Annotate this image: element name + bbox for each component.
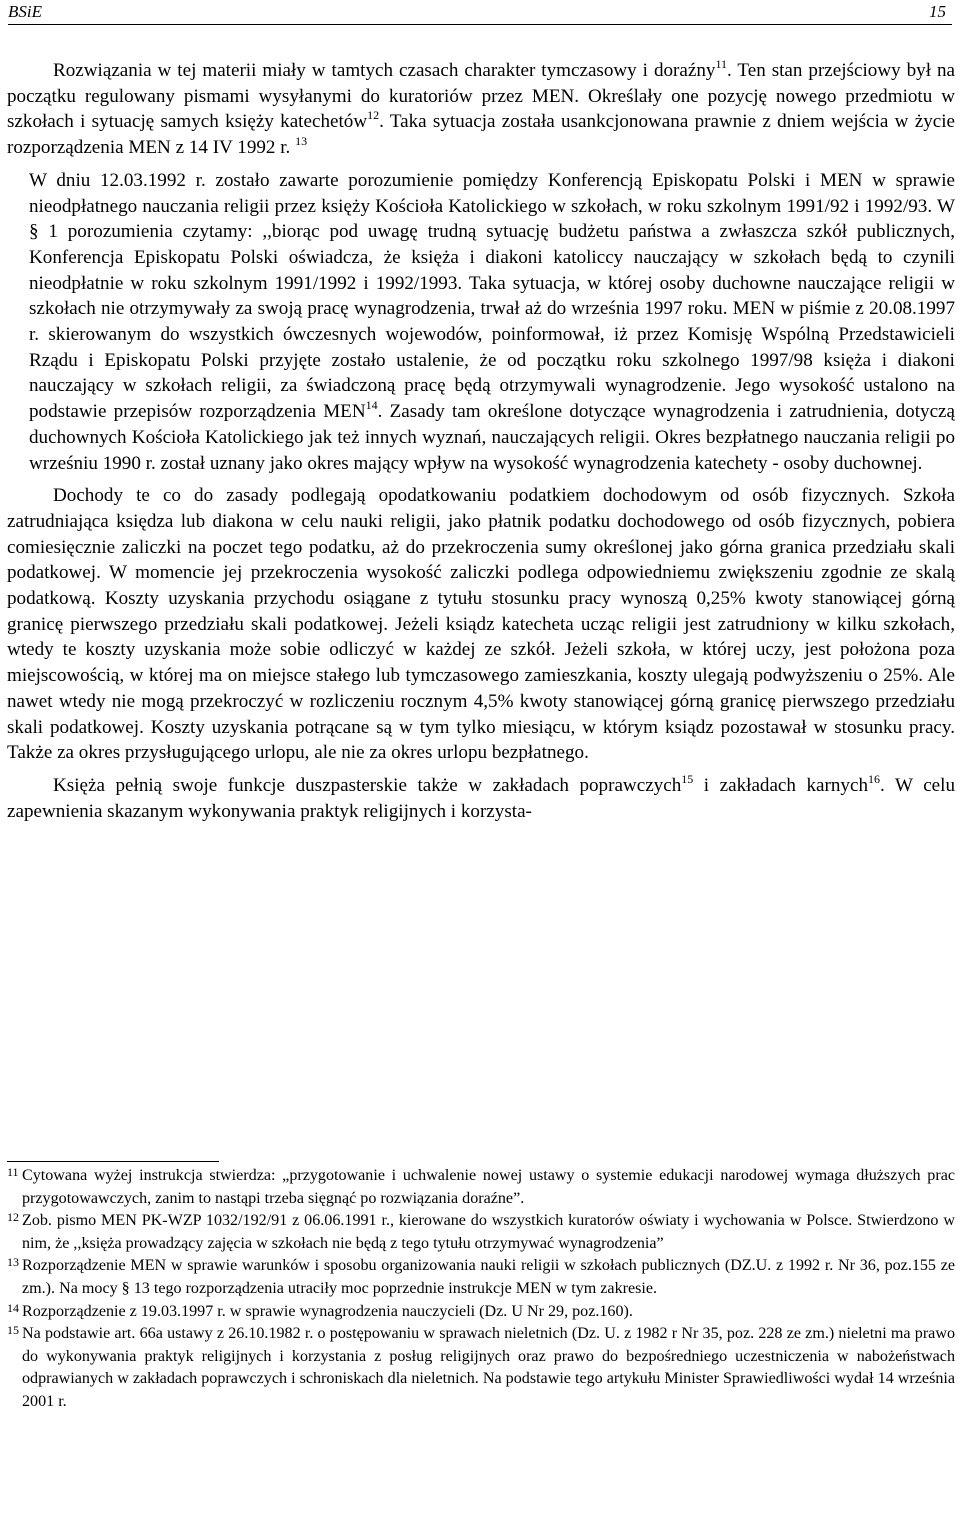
paragraph-1-text-c: . Taka sytuacja została usankcjonowana prawnie z dniem wejścia w życie rozporządzenia MEN z 14 IV 1992 r. bbox=[7, 111, 955, 159]
footnote-ref-16[interactable]: 16 bbox=[868, 771, 880, 786]
footnote-number: 14 bbox=[7, 1300, 19, 1315]
paragraph-4-text-c: . W celu zapewnienia skazanym wykonywania praktyk religijnych i korzysta- bbox=[7, 774, 955, 822]
page-number: 15 bbox=[929, 2, 946, 21]
footnote-13 bbox=[7, 1255, 955, 1300]
paragraph-1-text-a: Rozwiązania w tej materii miały w tamtych czasach charakter tymczasowy i doraźny bbox=[53, 60, 716, 81]
footnotes bbox=[7, 1165, 955, 1414]
footnote-ref-11[interactable]: 11 bbox=[715, 57, 727, 71]
paragraph-1 bbox=[7, 58, 955, 161]
footnote-number: 11 bbox=[7, 1165, 19, 1179]
footnote-14 bbox=[7, 1301, 955, 1324]
footnote-ref-13[interactable]: 13 bbox=[295, 134, 308, 149]
footnote-11 bbox=[7, 1165, 955, 1210]
paragraph-3: Dochody te co do zasady podlegają opodatkowaniu podatkiem dochodowym od osób fizycznych. Szkoła zatrudniająca księdza lub diakona w celu nauki religii, jako płatnik podatku dochodowego od osób fizycznych, pobiera comiesięcznie zaliczki na poczet tego podatku, aż do przekroczenia sumy określonej jako górna granica przedziału skali podatkowej. W momencie jej przekroczenia wysokość zaliczki podlega odpowiedniemu zwiększeniu zgodnie ze skalą podatkową. Koszty uzyskania przychodu osiągane z tytułu stosunku pracy wynoszą 0,25% kwoty stanowiącej górną granicę pierwszego przedziału skali podatkowej. Jeżeli ksiądz katecheta ucząc religii jest zatrudniony w kilku szkołach, wtedy te koszty uzyskania może sobie odliczyć w każdej ze szkół. Jeżeli szkoła, w której uczy, jest położona poza miejscowością, w której ma on miejsce stałego lub tymczasowego zamieszkania, koszty ulegają podwyższeniu o 25%. Ale nawet wtedy nie mogą przekroczyć w rozliczeniu rocznym 4,5% kwoty stanowiącej górną granicę pierwszego przedziału skali podatkowej. Koszty uzyskania potrącane są w tym tylko miesiącu, w którym ksiądz pozostawał w stosunku pracy. Także za okres przysługującego urlopu, ale nie za okres urlopu bezpłatnego. bbox=[7, 485, 955, 764]
paragraph-2-text-b: . Zasady tam określone dotyczące wynagrodzenia i zatrudnienia, dotyczą duchownych Kościoła Katolickiego jak też innych wyznań, nauczających religii. Okres bezpłatnego nauczania religii po wrześniu 1990 r. został uznany jako okres mający wpływ na wysokość wynagrodzenia katechety - osoby duchownej. bbox=[29, 401, 956, 474]
paragraph-4-text-a: Księża pełnią swoje funkcje duszpasterskie także w zakładach poprawczych bbox=[53, 774, 682, 796]
footnote-number: 13 bbox=[7, 1255, 19, 1270]
paragraph-4 bbox=[7, 773, 955, 824]
footnote-text: Na podstawie art. 66a ustawy z 26.10.1982 r. o postępowaniu w sprawach nieletnich (Dz. U. z 1982 r Nr 35, poz. 228 ze zm.) nieletni ma prawo do wykonywania praktyk religijnych i korzystania z posług religijnych oraz prawo do bezpośredniego uczestniczenia w nabożeństwach odprawianych w zakładach poprawczych i schroniskach dla nieletnich. Na podstawie tego artykułu Minister Sprawiedliwości wydał 14 września 2001 r. bbox=[22, 1325, 955, 1410]
footnote-text: Cytowana wyżej instrukcja stwierdza: „przygotowanie i uchwalenie nowej ustawy o systemie edukacji narodowej wymaga dłuższych prac przygotowawczych, zanim to nastąpi trzeba sięgnąć po rozwiązania doraźne”. bbox=[22, 1167, 955, 1207]
footnote-ref-15[interactable]: 15 bbox=[681, 771, 694, 786]
footnote-text: Rozporządzenie z 19.03.1997 r. w sprawie wynagrodzenia nauczycieli (Dz. U Nr 29, poz.160). bbox=[22, 1302, 633, 1320]
paragraph-2 bbox=[7, 168, 955, 476]
footnote-ref-12[interactable]: 12 bbox=[367, 108, 380, 123]
footnote-ref-14[interactable]: 14 bbox=[365, 398, 378, 413]
footnote-text: Rozporządzenie MEN w sprawie warunków i sposobu organizowania nauki religii w szkołach publicznych (DZ.U. z 1992 r. Nr 36, poz.155 ze zm.). Na mocy § 13 tego rozporządzenia utraciły moc poprzednie instrukcje MEN w tym zakresie. bbox=[22, 1257, 955, 1297]
footnote-15 bbox=[7, 1323, 955, 1413]
footnote-12 bbox=[7, 1210, 955, 1255]
paragraph-1-text-b: . Ten stan przejściowy był na początku regulowany pismami wysyłanymi do kuratoriów przez MEN. Określały one pozycję nowego przedmiotu w szkołach i sytuację samych księży katechetów bbox=[7, 60, 955, 133]
journal-name: BSiE bbox=[8, 2, 42, 21]
footnote-number: 12 bbox=[7, 1210, 19, 1225]
footnote-number: 15 bbox=[7, 1323, 19, 1338]
footnote-text: Zob. pismo MEN PK-WZP 1032/192/91 z 06.06.1991 r., kierowane do wszystkich kuratorów oświaty i wychowania w Polsce. Stwierdzono w nim, że ,,księża prowadzący zajęcia w szkołach nie będą z tego tytułu otrzymywać wynagrodzenia” bbox=[22, 1212, 955, 1252]
main-text bbox=[7, 58, 955, 824]
paragraph-2-text-a: W dniu 12.03.1992 r. zostało zawarte porozumienie pomiędzy Konferencją Episkopatu Polski i MEN w sprawie nieodpłatnego nauczania religii przez księży Kościoła Katolickiego w szkołach, w roku szkolnym 1991/92 i 1992/93. W § 1 porozumienia czytamy: ,,biorąc pod uwagę trudną sytuację budżetu państwa a zwłaszcza szkół publicznych, Konferencja Episkopatu Polski oświadcza, że księża i diakoni katoliccy nauczający w szkołach będą to czynili nieodpłatnie w roku szkolnym 1991/1992 i 1992/1993. Taka sytuacja, w której osoby duchowne nauczające religii w szkołach nie otrzymywały za swoją pracę wynagrodzenia, trwał aż do września 1997 roku. MEN w piśmie z 20.08.1997 r. skierowanym do wszystkich ówczesnych wojewodów, poinformował, iż przez Komisję Wspólną Przedstawicieli Rządu i Episkopatu Polski przyjęte zostało ustalenie, że od początku roku szkolnego 1997/98 księża i diakoni nauczający w szkołach religii, za świadczoną pracę będą otrzymywali wynagrodzenie. Jego wysokość ustalono na podstawie przepisów rozporządzenia MEN bbox=[29, 169, 955, 423]
running-header bbox=[8, 2, 952, 25]
paragraph-4-text-b: i zakładach karnych bbox=[693, 774, 868, 796]
footnote-separator bbox=[7, 1161, 219, 1162]
